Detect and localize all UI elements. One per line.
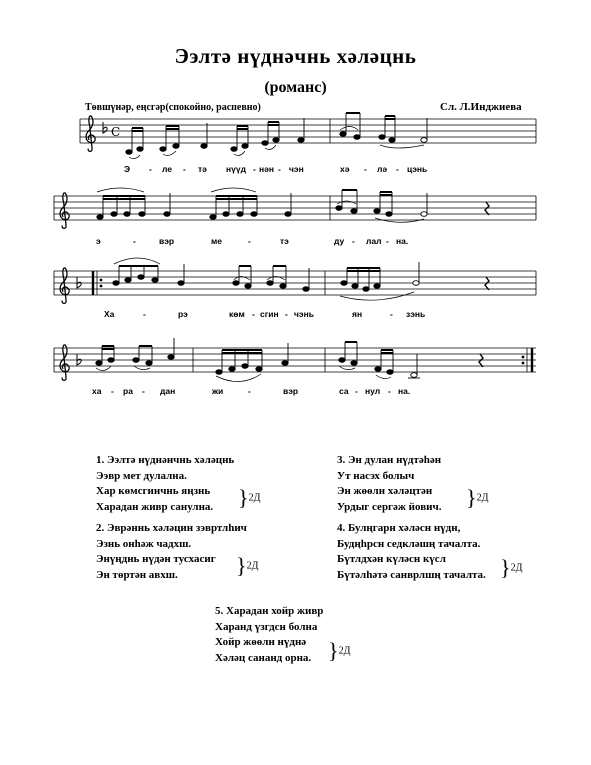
treble-clef-icon [60,345,69,380]
verse-4 [337,521,486,583]
syllable: ме [211,236,223,246]
verse-3 [337,453,441,515]
verse-line: Будңһрсн седкләшң тачалта. [337,537,481,550]
repeat-brace-2: }2Д [236,553,259,578]
verse-line: Эн төртән авхш. [96,568,178,581]
syllable: - [285,309,288,319]
syllable: дан [160,386,176,396]
verse-line: 3. Эн дулан нүдтәһән [337,454,442,466]
verse-1 [96,453,234,515]
treble-clef-icon [60,268,69,303]
lyrics-line-2 [96,236,408,246]
lyrics-line-4 [92,386,410,396]
syllable: - [142,386,145,396]
verse-line: Энүңднь нүдән тусхасиг [96,553,216,565]
repeat-brace-1: }2Д [238,485,261,510]
lyrics-author: Сл. Л.Инджиева [440,101,522,113]
syllable: - [278,164,281,174]
syllable: лал [366,236,382,246]
verse-line: Эн жөөлн хәләцтән [337,485,433,497]
repeat-brace-4: }2Д [500,555,523,580]
verse-line: Бүтлдхән күләсн күсл [337,553,446,565]
verse-line: Ээвр мет дулална. [96,469,187,482]
syllable: - [390,309,393,319]
song-subtitle: (романс) [264,79,327,96]
staff-system-3 [54,258,536,303]
repeat-brace-3: }2Д [466,485,489,510]
syllable: зэнь [406,309,426,319]
syllable: на. [398,386,411,396]
brace-icon: } [328,638,339,663]
syllable: нул [365,386,381,396]
verse-line: 2. Эврәннь хәләцин зэвртлһич [96,522,247,534]
syllable: жи [212,386,224,396]
syllable: нүүд [226,164,246,174]
syllable: тә [198,164,207,174]
syllable: - [388,386,391,396]
syllable: - [252,309,255,319]
syllable: - [133,236,136,246]
syllable: Ха [104,309,115,319]
syllable: на. [396,236,409,246]
syllable: - [253,164,256,174]
verse-line: Бүтәлһәтә санврлшң тачалта. [337,568,486,581]
staff-system-4 [54,338,536,382]
syllable: - [364,164,367,174]
verse-line: Ут насэх болыч [337,469,415,482]
slurs-system-2 [97,188,424,222]
staff-system-2 [54,188,536,228]
syllable: вэр [159,236,175,246]
flat-icon [77,277,81,288]
syllable: ле [162,164,173,174]
syllable: нән [259,164,274,174]
flat-icon [77,354,81,365]
verse-line: Харадан живр санулна. [96,500,214,513]
notes-system-2 [97,190,489,219]
syllable: са [339,386,349,396]
syllable: - [149,164,152,174]
tempo-marking: Төвшүнәр, еңсгәр(спокойно, распевно) [85,102,261,113]
syllable: ду [334,236,345,246]
syllable: - [248,236,251,246]
verse-line: 5. Харадан хойр живр [215,605,324,617]
syllable: чэн [289,164,304,174]
staff-system-1 [80,113,536,159]
common-time-icon: C [111,125,121,139]
treble-clef-icon [60,193,69,228]
verse-line: Хәләц сананд орна. [215,651,312,664]
syllable: ха [92,386,102,396]
verse-5 [215,604,323,666]
verse-line: Хар көмсгинчнь яңзнь [96,485,211,497]
syllable: вэр [283,386,299,396]
repeat-brace-5: }2Д [328,638,351,663]
syllable: - [386,236,389,246]
syllable: көм [229,309,245,319]
syllable: цэнь [407,164,428,174]
syllable: сгин [260,309,279,319]
brace-icon: } [500,555,511,580]
syllable: хә [340,164,350,174]
syllable: - [183,164,186,174]
syllable: э [96,236,101,246]
syllable: - [352,236,355,246]
syllable: ра [123,386,133,396]
verse-line: 1. Ээлтә нүднәнчнь хәләцнь [96,454,235,466]
syllable: ян [352,309,363,319]
verse-line: Харанд үзгдсн болна [215,620,318,633]
syllable: - [355,386,358,396]
verse-line: Эзнь онһәж чадхш. [96,537,192,550]
syllable: лә [377,164,388,174]
syllable: - [143,309,146,319]
brace-icon: } [466,485,477,510]
treble-clef-icon [86,116,95,151]
syllable: Э [124,164,131,174]
verse-line: Урдыг сергәж йович. [337,500,442,513]
syllable: - [396,164,399,174]
syllable: чэнь [294,309,314,319]
brace-icon: } [238,485,249,510]
lyrics-line-3 [104,309,425,319]
syllable: тэ [280,236,289,246]
brace-icon: } [236,553,247,578]
song-title: Ээлтә нүднәчнь хәләцнь [174,44,417,68]
syllable: - [248,386,251,396]
lyrics-line-1 [124,164,427,174]
syllable: рэ [178,309,188,319]
verse-line: Хойр жөөлн нүднә [215,636,307,648]
syllable: - [111,386,114,396]
verse-2 [96,521,247,583]
verse-line: 4. Булңгарн хәләсн нүдн, [337,522,461,534]
